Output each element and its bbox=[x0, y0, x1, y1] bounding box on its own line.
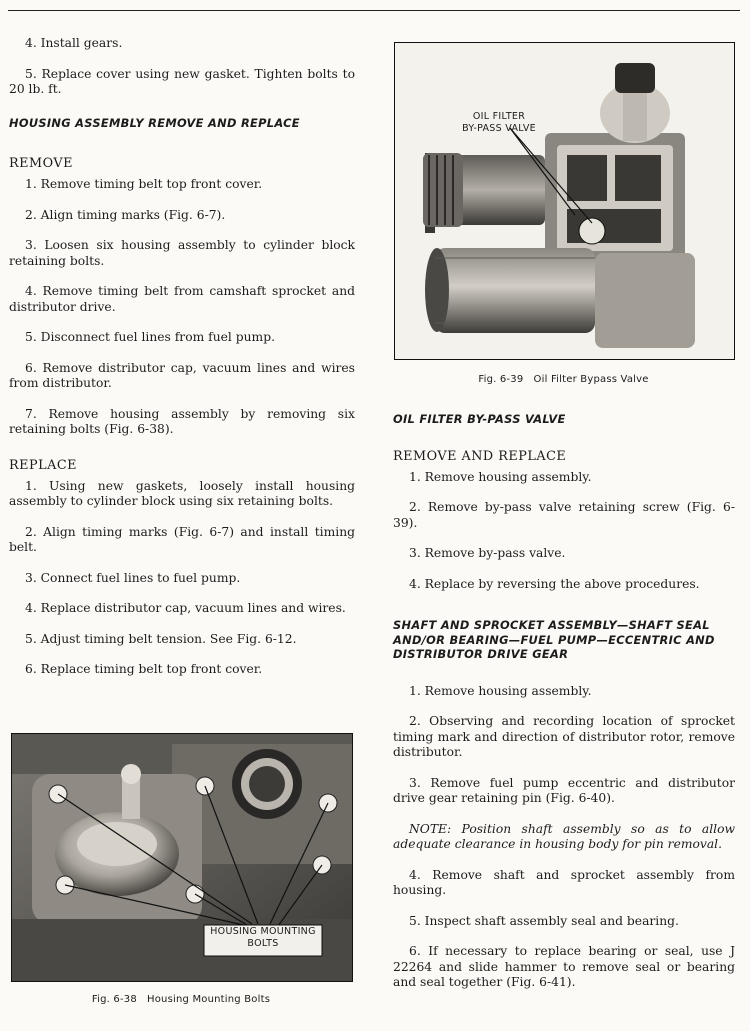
housing-heading: HOUSING ASSEMBLY REMOVE AND REPLACE bbox=[9, 115, 300, 130]
replace-step-3: 3. Connect fuel lines to fuel pump. bbox=[25, 570, 241, 585]
replace-step-4: 4. Replace distributor cap, vacuum lines and wires. bbox=[25, 601, 346, 615]
replace-step-6: 6. Replace timing belt top front cover. bbox=[25, 662, 263, 676]
remove-step-2: 2. Align timing marks (Fig. 6-7). bbox=[25, 207, 226, 222]
housing-bolts-photo bbox=[11, 733, 353, 982]
housing-bolts-callout bbox=[204, 926, 322, 950]
shaft-step-4: 4. Remove shaft and sprocket assembly from housing. bbox=[393, 867, 735, 897]
fig-6-38-caption: Fig. 6-38 Housing Mounting Bolts bbox=[91, 994, 271, 1005]
remove-step-4: 4. Remove timing belt from camshaft sprocket and distributor drive. bbox=[9, 284, 355, 314]
remove-step-3: 3. Loosen six housing assembly to cylinder block retaining bolts. bbox=[9, 238, 355, 268]
fig-6-39-caption: Fig. 6-39 Oil Filter Bypass Valve bbox=[478, 374, 649, 385]
bypass-step-1: 1. Remove housing assembly. bbox=[409, 469, 592, 484]
bypass-step-2: 2. Remove by-pass valve retaining screw (Fig. 6-39). bbox=[393, 500, 735, 530]
oil-filter-callout-line2: BY-PASS VALVE bbox=[462, 123, 536, 134]
shaft-step-6: 6. If necessary to replace bearing or seal, use J 22264 and slide hammer to remove seal or bearing and seal together (Fig. 6-41). bbox=[393, 944, 735, 989]
left-column bbox=[9, 36, 355, 693]
remove-step-5: 5. Disconnect fuel lines from fuel pump. bbox=[25, 330, 275, 344]
bypass-heading: OIL FILTER BY-PASS VALVE bbox=[393, 412, 566, 426]
right-column bbox=[393, 412, 735, 1006]
shaft-step-2: 2. Observing and recording location of sprocket timing mark and direction of distributor rotor, remove distributor. bbox=[393, 714, 735, 759]
replace-step-1: 1. Using new gaskets, loosely install housing assembly to cylinder block using six retaining bolts. bbox=[9, 478, 355, 508]
replace-step-2: 2. Align timing marks (Fig. 6-7) and install timing belt. bbox=[9, 524, 355, 554]
shaft-note: NOTE: Position shaft assembly so as to allow adequate clearance in housing body for pin removal. bbox=[393, 821, 735, 851]
shaft-heading: SHAFT AND SPROCKET ASSEMBLY—SHAFT SEAL AND/OR BEARING—FUEL PUMP—ECCENTRIC AND DISTRIBUTOR DRIVE GEAR bbox=[393, 618, 715, 661]
housing-bolts-callout-line2: BOLTS bbox=[247, 938, 279, 949]
oil-filter-callout bbox=[449, 111, 549, 135]
shaft-step-5: 5. Inspect shaft assembly seal and bearing. bbox=[409, 913, 679, 928]
bypass-step-3: 3. Remove by-pass valve. bbox=[409, 546, 566, 560]
oil-filter-callout-line1: OIL FILTER bbox=[472, 111, 526, 122]
top-rule bbox=[8, 10, 740, 11]
remove-step-1: 1. Remove timing belt top front cover. bbox=[25, 177, 263, 191]
remove-step-7: 7. Remove housing assembly by removing six retaining bolts (Fig. 6-38). bbox=[9, 406, 355, 436]
shaft-step-3: 3. Remove fuel pump eccentric and distributor drive gear retaining pin (Fig. 6-40). bbox=[393, 775, 735, 805]
housing-bolts-callout-line1: HOUSING MOUNTING bbox=[210, 926, 316, 937]
step-replace-cover: 5. Replace cover using new gasket. Tighten bolts to 20 lb. ft. bbox=[9, 66, 355, 96]
step-install-gears: 4. Install gears. bbox=[25, 36, 123, 50]
remove-label: REMOVE bbox=[9, 156, 73, 171]
bypass-subheading: REMOVE AND REPLACE bbox=[393, 448, 567, 464]
remove-step-6: 6. Remove distributor cap, vacuum lines and wires from distributor. bbox=[9, 360, 355, 390]
replace-step-5: 5. Adjust timing belt tension. See Fig. 6-12. bbox=[25, 631, 297, 646]
replace-label: REPLACE bbox=[9, 457, 77, 473]
oil-filter-illustration bbox=[395, 43, 734, 359]
oil-filter-photo bbox=[394, 42, 735, 360]
bypass-step-4: 4. Replace by reversing the above procedures. bbox=[409, 576, 700, 591]
shaft-step-1: 1. Remove housing assembly. bbox=[409, 683, 592, 698]
